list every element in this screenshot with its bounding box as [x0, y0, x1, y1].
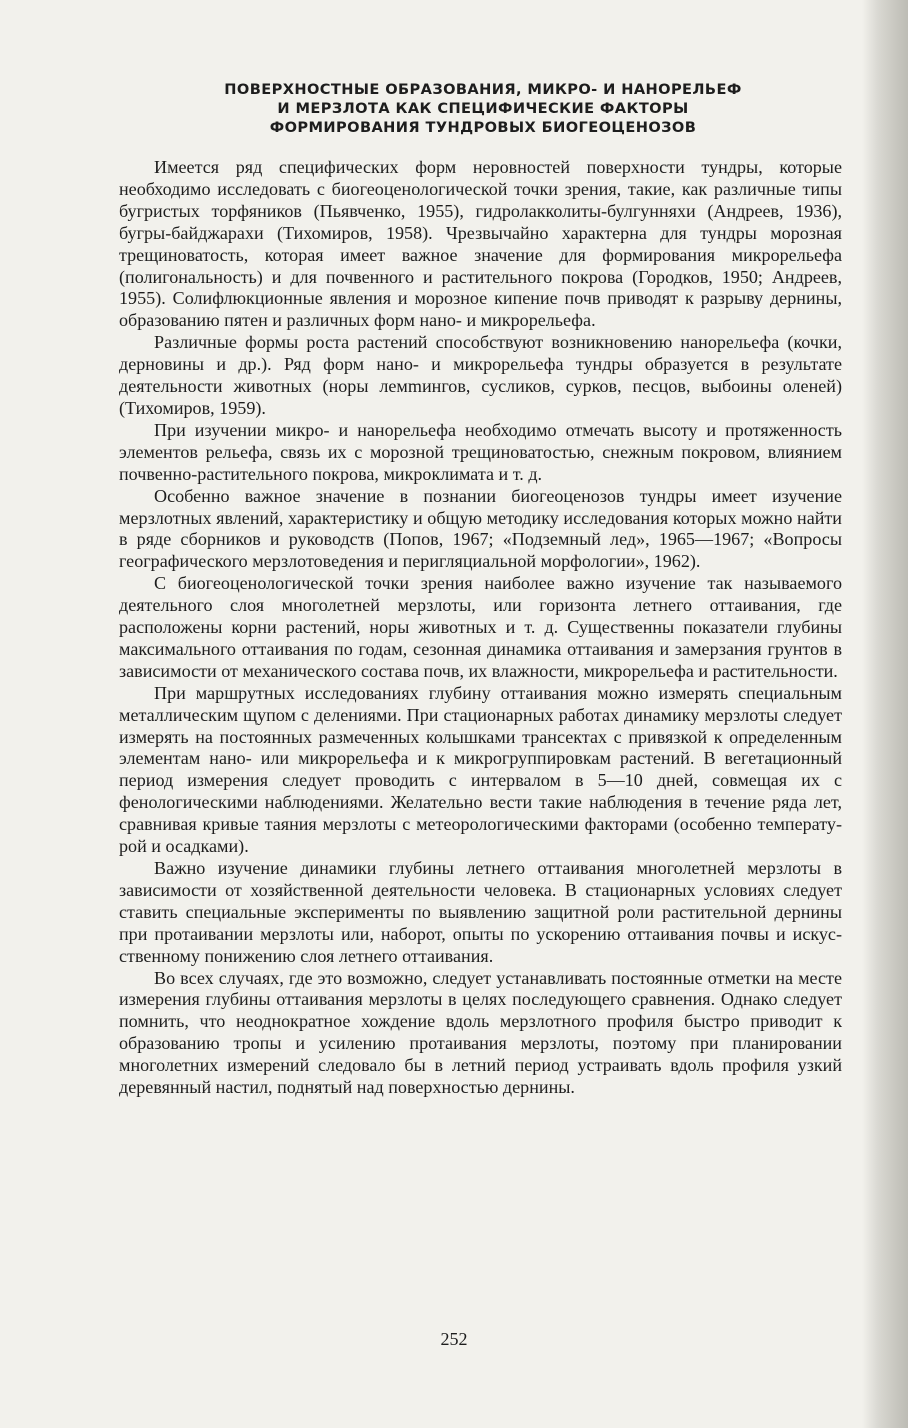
paragraph-2: Различные формы роста растений способствуют возникновению нанорельефа (кочки, дерновины и др.). Ряд форм нано- и микрорельефа тундры образуется в результате деятельности животных (норы лемmингов, сусликов, сурков, песцов, выбоины оленей) (Тихомиров, 1959). — [119, 332, 842, 418]
body-text — [119, 157, 842, 1099]
chapter-title — [118, 80, 848, 137]
page-number: 252 — [440, 1329, 468, 1349]
paragraph-3: При изучении микро- и нанорельефа необходимо отмечать высоту и протяженность элементов рельефа, связь их с морозной трещиноватостью, снежным покровом, влиянием почвенно-растительного покрова, микроклимата и т. д. — [119, 419, 842, 484]
chapter-title-line-2: И МЕРЗЛОТА КАК СПЕЦИФИЧЕСКИЕ ФАКТОРЫ — [277, 100, 689, 117]
chapter-title-line-3: ФОРМИРОВАНИЯ ТУНДРОВЫХ БИОГЕОЦЕНОЗОВ — [269, 119, 697, 136]
paragraph-7: Важно изучение динамики глубины летнего оттаивания многолетней мерзлоты в зависимости от хозяйственной деятельности человека. В стационарных условиях следует ставить специальные эксперименты по выявлению защитной роли растительной дернины при протаивании мерзлоты или, наборот, опыты по ускорению оттаивания почвы и искусственному понижению слоя летнего оттаивания. — [119, 858, 842, 966]
paragraph-1: Имеется ряд специфических форм неровностей поверхности тундры, которые необходимо исследовать с биогеоценологической точки зрения, такие, как различные типы бугристых торфяников (Пьявченко, 1955), гидролакколиты-булгунняхи (Андреев, 1936), бугры-байджарахи (Тихомиров, 1958). Чрезвычайно характерна для тундры морозная трещиноватость, которая имеет важное значение для формирования микрорельефа (полигональность) и для почвенного и растительного покрова (Городков, 1950; Андреев, 1955). Солифлюкционные явления и морозное кипение почв приводят к разрыву дернины, образованию пятен и различных форм нано- и микрорельефа. — [119, 157, 842, 331]
paragraph-8: Во всех случаях, где это возможно, следует устанавливать постоянные отметки на месте измерения глубины оттаивания мерзлоты в целях последующего сравнения. Однако следует помнить, что неоднократное хождение вдоль мерзлотного профиля быстро приводит к образованию тропы и усилению протаивания мерзлоты, поэтому при планировании многолетних измерений следовало бы в летний период устраивать вдоль профиля узкий деревянный настил, поднятый над поверхностью дернины. — [119, 967, 842, 1098]
chapter-title-line-1: ПОВЕРХНОСТНЫЕ ОБРАЗОВАНИЯ, МИКРО- И НАНОРЕЛЬЕФ — [224, 81, 742, 98]
paragraph-4: Особенно важное значение в познании биогеоценозов тундры имеет изучение мерзлотных явлений, характеристику и общую методику исследования которых можно найти в ряде сборников и руководств (Попов, 1967; «Подземный лед», 1965—1967; «Вопросы географического мерзлотоведения и перигляциальной морфологии», 1962). — [119, 485, 842, 572]
page-edge-shadow — [862, 0, 908, 1428]
paragraph-6: При маршрутных исследованиях глубину оттаивания можно измерять специальным металлическим щупом с делениями. При стационарных работах динамику мерзлоты следует измерять на постоянных размеченных колышками трансектах с привязкой к определенным элементам нано- или микрорельефа и к микрогруппировкам растений. В вегетационный период измерения следует проводить с интервалом в 5—10 дней, совмещая их с фенологическими наблюдениями. Желательно вести такие наблюдения в течение ряда лет, сравнивая кривые таяния мерзлоты с метеорологическими факторами (особенно температурой и осадками). — [119, 682, 842, 857]
paragraph-5: С биогеоценологической точки зрения наиболее важно изучение так называемого деятельного слоя многолетней мерзлоты, или горизонта летнего оттаивания, где расположены корни растений, норы животных и т. д. Существенны показатели глубины максимального оттаивания по годам, сезонная динамика оттаивания и замерзания грунтов в зависимости от механического состава почв, их влажности, микрорельефа и растительности. — [119, 573, 842, 681]
